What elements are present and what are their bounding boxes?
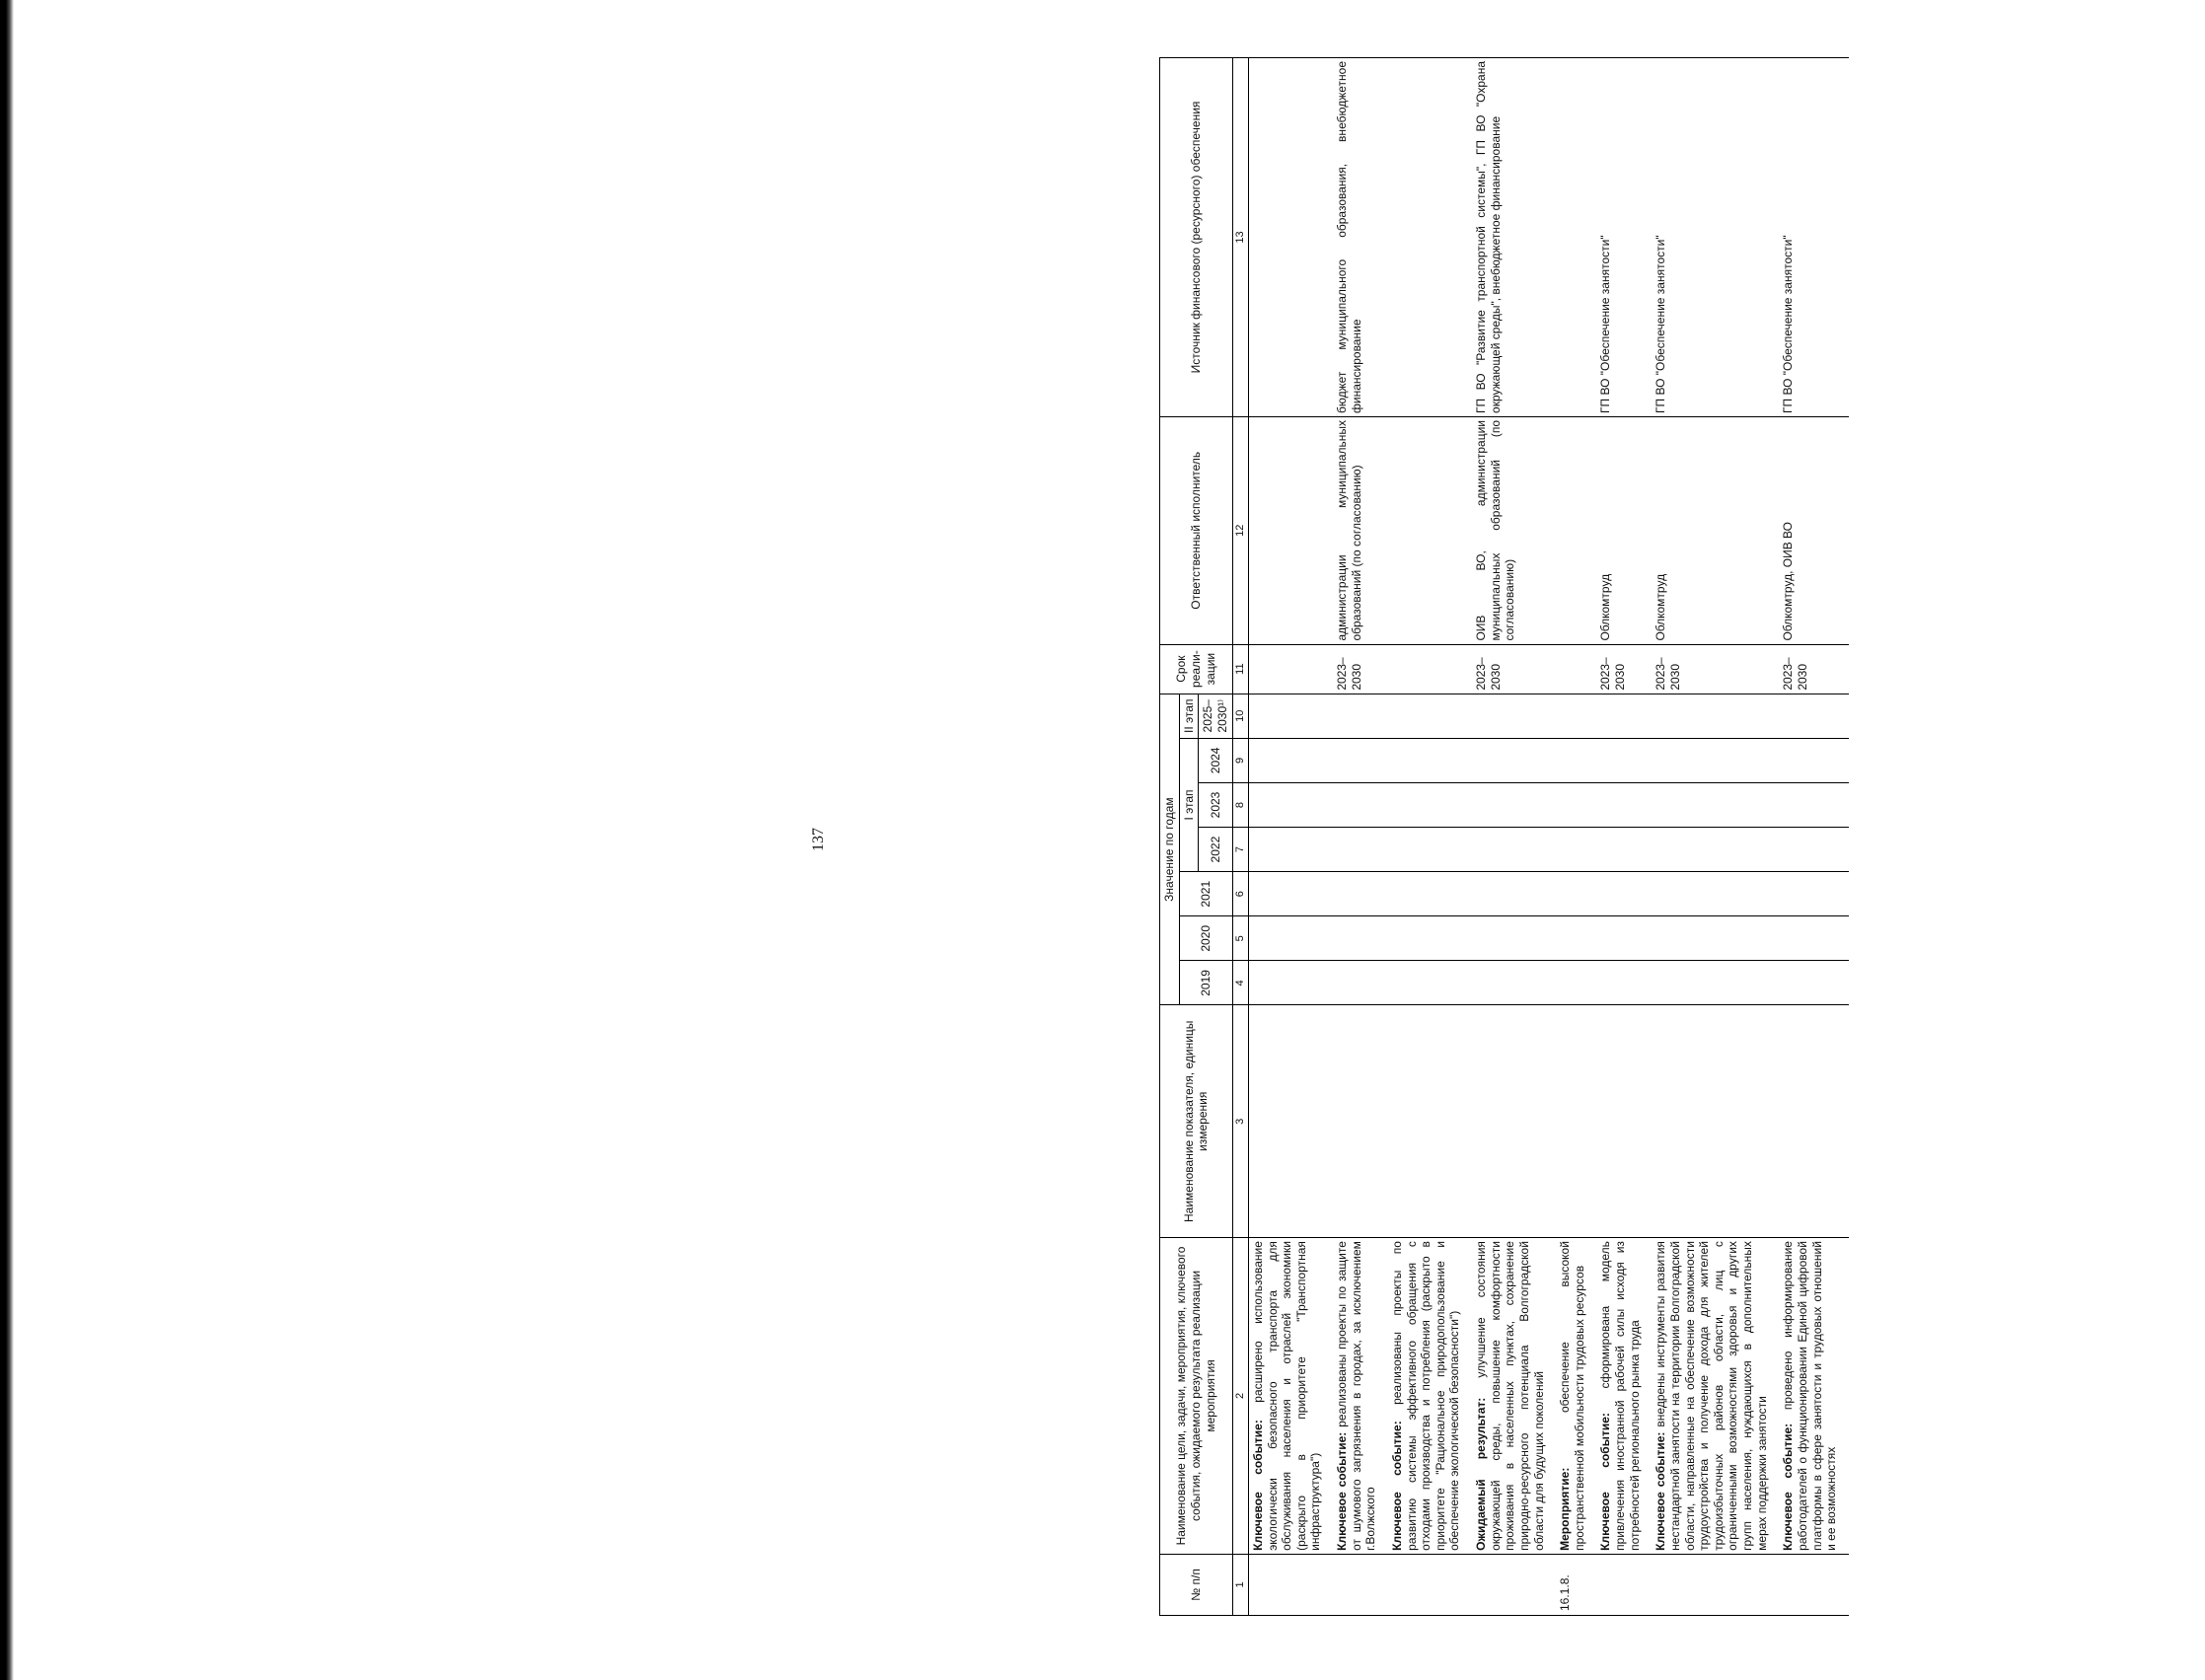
row-source: ГП ВО "Обеспечение занятости" bbox=[1596, 58, 1652, 417]
row-value-2020 bbox=[1248, 916, 1333, 961]
row-source bbox=[1556, 58, 1596, 417]
row-value-2024 bbox=[1333, 738, 1388, 782]
row-source: ГП ВО "Обеспечение занятости" bbox=[1652, 58, 1779, 417]
row-term: 2023–2030 bbox=[1596, 644, 1652, 694]
row-executor: Облкомтруд bbox=[1596, 416, 1652, 644]
row-value-2023 bbox=[1248, 782, 1333, 827]
row-value-2023 bbox=[1779, 782, 1849, 827]
column-number: 7 bbox=[1232, 828, 1248, 872]
table-body bbox=[1248, 58, 1848, 1616]
row-lead: Ключевое событие: bbox=[1654, 1431, 1668, 1551]
row-term bbox=[1388, 644, 1472, 694]
row-description bbox=[1779, 1238, 1849, 1555]
plan-table bbox=[1159, 57, 1849, 1616]
row-value-2020 bbox=[1556, 916, 1596, 961]
row-lead: Ожидаемый результат: bbox=[1474, 1397, 1489, 1551]
row-source bbox=[1388, 58, 1472, 417]
header-year-2020: 2020 bbox=[1179, 916, 1232, 961]
row-value-2021 bbox=[1388, 872, 1472, 916]
row-description bbox=[1388, 1238, 1472, 1555]
row-source: ГП ВО "Развитие транспортной системы", ГП ВО "Охрана окружающей среды", внебюджетное финансирование bbox=[1472, 58, 1556, 417]
row-indicator bbox=[1248, 1005, 1333, 1238]
column-number: 13 bbox=[1232, 58, 1248, 417]
row-value-2025-2030 bbox=[1652, 694, 1779, 738]
row-indicator bbox=[1596, 1005, 1652, 1238]
row-value-2025-2030 bbox=[1388, 694, 1472, 738]
header-term: Срок реали-зации bbox=[1160, 644, 1233, 694]
column-number: 2 bbox=[1232, 1238, 1248, 1555]
row-description bbox=[1472, 1238, 1556, 1555]
row-description bbox=[1556, 1238, 1596, 1555]
header-values-by-year: Значение по годам bbox=[1160, 694, 1180, 1005]
row-text: внедрены инструменты развития нестандартной занятости на территории Волгоградской области, направленные на обеспечение возможности трудоустройства и получение дохода для жителей трудоизбыточных районов области, лиц с ограниченными возможностями здоровья и других групп населения, нуждающихся в дополнительных мерах поддержки занятости bbox=[1654, 1241, 1769, 1551]
row-value-2024 bbox=[1388, 738, 1472, 782]
row-term: 2023–2030 bbox=[1333, 644, 1388, 694]
row-value-2021 bbox=[1596, 872, 1652, 916]
row-value-2020 bbox=[1333, 916, 1388, 961]
row-value-2022 bbox=[1779, 828, 1849, 872]
row-number bbox=[1596, 1554, 1652, 1615]
header-year-2021: 2021 bbox=[1179, 872, 1232, 916]
header-source: Источник финансового (ресурсного) обеспечения bbox=[1160, 58, 1233, 417]
row-indicator bbox=[1779, 1005, 1849, 1238]
row-source bbox=[1248, 58, 1333, 417]
table-row bbox=[1472, 58, 1556, 1616]
row-value-2019 bbox=[1652, 961, 1779, 1005]
row-term bbox=[1556, 644, 1596, 694]
row-executor bbox=[1388, 416, 1472, 644]
row-number: 16.1.8. bbox=[1556, 1554, 1596, 1615]
row-number bbox=[1652, 1554, 1779, 1615]
column-number: 11 bbox=[1232, 644, 1248, 694]
row-value-2022 bbox=[1472, 828, 1556, 872]
column-number: 3 bbox=[1232, 1005, 1248, 1238]
row-lead: Ключевое событие: bbox=[1335, 1431, 1350, 1551]
row-value-2019 bbox=[1596, 961, 1652, 1005]
row-value-2025-2030 bbox=[1472, 694, 1556, 738]
table-row bbox=[1248, 58, 1333, 1616]
row-value-2023 bbox=[1596, 782, 1652, 827]
row-value-2024 bbox=[1779, 738, 1849, 782]
table-header bbox=[1160, 58, 1249, 1616]
row-description bbox=[1333, 1238, 1388, 1555]
row-value-2022 bbox=[1248, 828, 1333, 872]
row-lead: Ключевое событие: bbox=[1781, 1423, 1796, 1551]
row-description bbox=[1652, 1238, 1779, 1555]
row-value-2025-2030 bbox=[1779, 694, 1849, 738]
row-value-2021 bbox=[1556, 872, 1596, 916]
row-term: 2023–2030 bbox=[1652, 644, 1779, 694]
row-text: реализованы проекты по развитию системы эффективного обращения с отходами производства и потребления (раскрыто в приоритете "Рациональное природопользование и обеспечение экологической безопасности") bbox=[1389, 1241, 1462, 1551]
row-indicator bbox=[1652, 1005, 1779, 1238]
row-value-2023 bbox=[1556, 782, 1596, 827]
row-source: ГП ВО "Обеспечение занятости" bbox=[1779, 58, 1849, 417]
row-executor bbox=[1248, 416, 1333, 644]
column-number: 10 bbox=[1232, 694, 1248, 738]
row-value-2020 bbox=[1596, 916, 1652, 961]
row-value-2021 bbox=[1652, 872, 1779, 916]
row-value-2019 bbox=[1388, 961, 1472, 1005]
row-value-2022 bbox=[1596, 828, 1652, 872]
row-value-2019 bbox=[1472, 961, 1556, 1005]
row-text: улучшение состояния окружающей среды, повышение комфортности проживания в населенных пунктах, сохранение природно-ресурсного потенциала Волгоградской области для будущих поколений bbox=[1474, 1241, 1546, 1551]
row-value-2022 bbox=[1652, 828, 1779, 872]
header-stage-2-years: 2025–2030¹⁾ bbox=[1199, 694, 1232, 738]
column-number-row bbox=[1232, 58, 1248, 1616]
row-value-2024 bbox=[1472, 738, 1556, 782]
row-lead: Ключевое событие: bbox=[1389, 1421, 1404, 1551]
header-year-2019: 2019 bbox=[1179, 961, 1232, 1005]
row-value-2020 bbox=[1779, 916, 1849, 961]
row-value-2019 bbox=[1248, 961, 1333, 1005]
row-executor bbox=[1556, 416, 1596, 644]
row-value-2023 bbox=[1388, 782, 1472, 827]
row-text: расширено использование экологически безопасного транспорта для обслуживания населения и отраслей экономики (раскрыто в приоритете "Транспортная инфраструктура") bbox=[1250, 1241, 1323, 1551]
row-number bbox=[1248, 1554, 1333, 1615]
column-number: 1 bbox=[1232, 1554, 1248, 1615]
row-term bbox=[1248, 644, 1333, 694]
row-number bbox=[1388, 1554, 1472, 1615]
header-number: № п/п bbox=[1160, 1554, 1233, 1615]
row-value-2025-2030 bbox=[1556, 694, 1596, 738]
table-row bbox=[1596, 58, 1652, 1616]
row-lead: Ключевое событие: bbox=[1598, 1413, 1613, 1551]
row-value-2020 bbox=[1388, 916, 1472, 961]
table-row bbox=[1652, 58, 1779, 1616]
row-value-2019 bbox=[1779, 961, 1849, 1005]
column-number: 6 bbox=[1232, 872, 1248, 916]
row-value-2019 bbox=[1556, 961, 1596, 1005]
row-description bbox=[1248, 1238, 1333, 1555]
header-stage-1: I этап bbox=[1179, 738, 1199, 871]
row-number bbox=[1472, 1554, 1556, 1615]
table-row bbox=[1556, 58, 1596, 1616]
row-number bbox=[1333, 1554, 1388, 1615]
row-value-2021 bbox=[1779, 872, 1849, 916]
column-number: 8 bbox=[1232, 782, 1248, 827]
row-source: бюджет муниципального образования, внебюджетное финансирование bbox=[1333, 58, 1388, 417]
row-value-2021 bbox=[1472, 872, 1556, 916]
header-year-2024: 2024 bbox=[1199, 738, 1232, 782]
row-value-2025-2030 bbox=[1333, 694, 1388, 738]
row-text: реализованы проекты по защите от шумового загрязнения в городах, за исключением г.Волжского bbox=[1335, 1241, 1378, 1551]
row-value-2024 bbox=[1248, 738, 1333, 782]
header-executor: Ответственный исполнитель bbox=[1160, 416, 1233, 644]
row-executor: Облкомтруд, ОИВ ВО bbox=[1779, 416, 1849, 644]
table-row bbox=[1388, 58, 1472, 1616]
header-stage-2: II этап bbox=[1179, 694, 1199, 738]
row-value-2025-2030 bbox=[1248, 694, 1333, 738]
table-row bbox=[1333, 58, 1388, 1616]
row-value-2020 bbox=[1472, 916, 1556, 961]
header-indicator: Наименование показателя, единицы измерения bbox=[1160, 1005, 1233, 1238]
header-year-2023: 2023 bbox=[1199, 782, 1232, 827]
row-lead: Ключевое событие: bbox=[1250, 1420, 1265, 1551]
row-lead: Мероприятие: bbox=[1558, 1467, 1573, 1551]
row-text: проведено информирование работодателей о функционировании Единой цифровой платформы в сфере занятости и трудовых отношений и ее возможностях bbox=[1781, 1241, 1839, 1551]
column-number: 9 bbox=[1232, 738, 1248, 782]
row-value-2024 bbox=[1596, 738, 1652, 782]
header-name: Наименование цели, задачи, мероприятия, ключевого события, ожидаемого результата реализации мероприятия bbox=[1160, 1238, 1233, 1555]
row-value-2022 bbox=[1333, 828, 1388, 872]
column-number: 5 bbox=[1232, 916, 1248, 961]
row-value-2024 bbox=[1652, 738, 1779, 782]
row-executor: администрации муниципальных образований (по согласованию) bbox=[1333, 416, 1388, 644]
row-executor: Облкомтруд bbox=[1652, 416, 1779, 644]
row-value-2023 bbox=[1472, 782, 1556, 827]
table-row bbox=[1779, 58, 1849, 1616]
row-indicator bbox=[1388, 1005, 1472, 1238]
row-text: обеспечение высокой пространственной мобильности трудовых ресурсов bbox=[1558, 1241, 1586, 1551]
row-term: 2023–2030 bbox=[1779, 644, 1849, 694]
row-value-2020 bbox=[1652, 916, 1779, 961]
row-value-2022 bbox=[1556, 828, 1596, 872]
page-number: 137 bbox=[810, 828, 827, 851]
row-number bbox=[1779, 1554, 1849, 1615]
row-description bbox=[1596, 1238, 1652, 1555]
row-value-2022 bbox=[1388, 828, 1472, 872]
row-value-2023 bbox=[1652, 782, 1779, 827]
scan-edge bbox=[0, 0, 14, 1680]
row-value-2024 bbox=[1556, 738, 1596, 782]
row-indicator bbox=[1472, 1005, 1556, 1238]
column-number: 12 bbox=[1232, 416, 1248, 644]
row-value-2025-2030 bbox=[1596, 694, 1652, 738]
column-number: 4 bbox=[1232, 961, 1248, 1005]
row-value-2021 bbox=[1333, 872, 1388, 916]
row-indicator bbox=[1333, 1005, 1388, 1238]
row-value-2019 bbox=[1333, 961, 1388, 1005]
row-executor: ОИВ ВО, администрации муниципальных образований (по согласованию) bbox=[1472, 416, 1556, 644]
row-term: 2023–2030 bbox=[1472, 644, 1556, 694]
row-indicator bbox=[1556, 1005, 1596, 1238]
rotated-table-container bbox=[1159, 57, 2205, 1616]
header-year-2022: 2022 bbox=[1199, 828, 1232, 872]
row-text: сформирована модель привлечения иностранной рабочей силы исходя из потребностей регионального рынка труда bbox=[1598, 1241, 1642, 1551]
row-value-2023 bbox=[1333, 782, 1388, 827]
row-value-2021 bbox=[1248, 872, 1333, 916]
